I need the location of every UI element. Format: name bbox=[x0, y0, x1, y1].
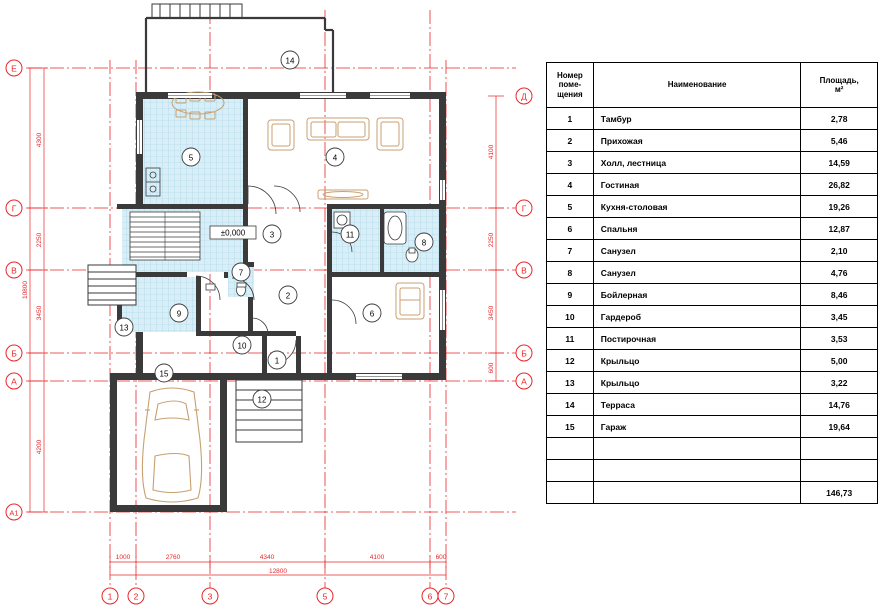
svg-text:10: 10 bbox=[237, 341, 247, 351]
cell-room-name: Гостиная bbox=[593, 174, 801, 196]
room-marker-11 bbox=[341, 225, 359, 243]
room-marker-3 bbox=[263, 225, 281, 243]
header-room-number bbox=[547, 63, 594, 108]
table-header-row bbox=[547, 63, 878, 108]
header-room-name: Наименование bbox=[593, 63, 801, 108]
header-room-area-l1: Площадь, bbox=[819, 75, 859, 85]
cell-room-name: Прихожая bbox=[593, 130, 801, 152]
cell-room-area: 26,82 bbox=[801, 174, 878, 196]
svg-text:±0,000: ±0,000 bbox=[220, 228, 246, 238]
svg-text:7: 7 bbox=[443, 591, 449, 602]
svg-text:6: 6 bbox=[427, 591, 433, 602]
cell-room-name: Гардероб bbox=[593, 306, 801, 328]
room-marker-13 bbox=[115, 318, 133, 336]
svg-text:9: 9 bbox=[176, 309, 182, 319]
svg-text:5: 5 bbox=[322, 591, 328, 602]
table-row bbox=[547, 416, 878, 438]
room-marker-12 bbox=[253, 390, 271, 408]
cell-room-name: Бойлерная bbox=[593, 284, 801, 306]
axis-bubbles-right bbox=[516, 88, 532, 389]
cell-empty bbox=[547, 460, 594, 482]
table-row bbox=[547, 108, 878, 130]
table-row bbox=[547, 284, 878, 306]
table-row bbox=[547, 174, 878, 196]
svg-text:1000: 1000 bbox=[115, 554, 131, 561]
cell-room-name: Крыльцо bbox=[593, 350, 801, 372]
cell-room-area: 3,45 bbox=[801, 306, 878, 328]
cell-room-number: 14 bbox=[547, 394, 594, 416]
svg-text:В: В bbox=[11, 265, 17, 276]
cell-room-number: 6 bbox=[547, 218, 594, 240]
room-marker-5 bbox=[182, 148, 200, 166]
cell-room-area: 3,22 bbox=[801, 372, 878, 394]
cell-room-number: 8 bbox=[547, 262, 594, 284]
room-marker-2 bbox=[279, 286, 297, 304]
table-row-empty bbox=[547, 460, 878, 482]
axis-bubbles-bottom bbox=[102, 588, 454, 604]
svg-text:13: 13 bbox=[119, 323, 129, 333]
svg-text:3: 3 bbox=[269, 230, 275, 240]
room-marker-4 bbox=[326, 148, 344, 166]
svg-text:600: 600 bbox=[435, 554, 447, 561]
table-row bbox=[547, 240, 878, 262]
svg-text:4300: 4300 bbox=[36, 132, 43, 148]
svg-text:3450: 3450 bbox=[488, 305, 495, 321]
svg-text:Г: Г bbox=[11, 203, 17, 214]
svg-text:6: 6 bbox=[369, 309, 375, 319]
svg-text:4: 4 bbox=[332, 153, 338, 163]
svg-text:11: 11 bbox=[345, 230, 355, 240]
cell-room-name: Санузел bbox=[593, 262, 801, 284]
svg-text:7: 7 bbox=[238, 268, 244, 278]
cell-room-name: Гараж bbox=[593, 416, 801, 438]
svg-text:Б: Б bbox=[521, 348, 527, 359]
cell-room-name: Санузел bbox=[593, 240, 801, 262]
cell-empty bbox=[547, 438, 594, 460]
cell-room-number: 11 bbox=[547, 328, 594, 350]
svg-text:А: А bbox=[521, 376, 527, 387]
svg-text:12: 12 bbox=[257, 395, 267, 405]
room-marker-9 bbox=[170, 304, 188, 322]
cell-room-area: 2,78 bbox=[801, 108, 878, 130]
cell-total-area: 146,73 bbox=[801, 482, 878, 504]
table-row bbox=[547, 394, 878, 416]
porch-13 bbox=[88, 265, 136, 305]
cell-room-area: 14,59 bbox=[801, 152, 878, 174]
table-row bbox=[547, 306, 878, 328]
header-room-area-l2: м² bbox=[834, 85, 844, 94]
cell-room-name: Постирочная bbox=[593, 328, 801, 350]
header-room-number-l2: поме- bbox=[558, 80, 582, 90]
cell-room-area: 2,10 bbox=[801, 240, 878, 262]
svg-text:3: 3 bbox=[207, 591, 213, 602]
cell-room-number: 4 bbox=[547, 174, 594, 196]
svg-text:600: 600 bbox=[488, 362, 495, 374]
svg-text:А1: А1 bbox=[9, 508, 19, 518]
cell-room-area: 8,46 bbox=[801, 284, 878, 306]
svg-text:В: В bbox=[521, 265, 527, 276]
svg-text:1: 1 bbox=[107, 591, 113, 602]
dimension-text-left bbox=[22, 132, 43, 454]
svg-text:Б: Б bbox=[11, 348, 17, 359]
svg-text:12800: 12800 bbox=[268, 568, 288, 575]
furniture-bedroom bbox=[396, 283, 424, 319]
svg-text:А: А bbox=[11, 376, 17, 387]
cell-room-number: 5 bbox=[547, 196, 594, 218]
cell-empty bbox=[801, 460, 878, 482]
svg-text:2250: 2250 bbox=[36, 232, 43, 248]
svg-text:4200: 4200 bbox=[36, 439, 43, 455]
room-marker-14 bbox=[281, 51, 299, 69]
header-room-number-l3: щения bbox=[557, 89, 583, 99]
room-marker-1 bbox=[268, 351, 286, 369]
table-row bbox=[547, 218, 878, 240]
header-room-area bbox=[801, 63, 878, 108]
cell-room-number: 10 bbox=[547, 306, 594, 328]
dimension-text-right bbox=[488, 144, 495, 373]
cell-room-area: 4,76 bbox=[801, 262, 878, 284]
cell-empty bbox=[593, 460, 801, 482]
svg-text:14: 14 bbox=[285, 56, 295, 66]
table-row bbox=[547, 262, 878, 284]
terrace-structure bbox=[152, 4, 242, 18]
cell-room-name: Холл, лестница bbox=[593, 152, 801, 174]
car-symbol bbox=[142, 388, 201, 502]
table-row bbox=[547, 350, 878, 372]
cell-room-number: 15 bbox=[547, 416, 594, 438]
staircase bbox=[130, 212, 200, 260]
porch-12 bbox=[236, 380, 302, 442]
cell-room-number: 2 bbox=[547, 130, 594, 152]
cell-room-area: 12,87 bbox=[801, 218, 878, 240]
axis-bubbles-left bbox=[6, 60, 22, 520]
table-row bbox=[547, 130, 878, 152]
terrace-outline bbox=[146, 18, 333, 96]
cell-room-area: 5,00 bbox=[801, 350, 878, 372]
svg-text:15: 15 bbox=[159, 369, 169, 379]
svg-text:4100: 4100 bbox=[488, 144, 495, 160]
table-row-empty bbox=[547, 438, 878, 460]
cell-room-name: Спальня bbox=[593, 218, 801, 240]
svg-text:Г: Г bbox=[521, 203, 527, 214]
svg-text:5: 5 bbox=[188, 153, 194, 163]
cell-room-area: 19,64 bbox=[801, 416, 878, 438]
table-row-total bbox=[547, 482, 878, 504]
cell-total-spacer-number bbox=[547, 482, 594, 504]
cell-room-number: 1 bbox=[547, 108, 594, 130]
svg-text:2: 2 bbox=[133, 591, 139, 602]
room-schedule-table bbox=[546, 62, 878, 504]
cell-total-spacer-name bbox=[593, 482, 801, 504]
room-marker-6 bbox=[363, 304, 381, 322]
cell-room-name: Тамбур bbox=[593, 108, 801, 130]
table-row bbox=[547, 328, 878, 350]
svg-text:3450: 3450 bbox=[36, 305, 43, 321]
cell-room-number: 12 bbox=[547, 350, 594, 372]
svg-text:10800: 10800 bbox=[22, 280, 29, 300]
room-marker-15 bbox=[155, 364, 173, 382]
header-room-number-l1: Номер bbox=[556, 71, 583, 81]
table-row bbox=[547, 196, 878, 218]
room-marker-7 bbox=[232, 263, 250, 281]
cell-room-number: 7 bbox=[547, 240, 594, 262]
cell-empty bbox=[801, 438, 878, 460]
level-marker bbox=[210, 226, 256, 239]
svg-text:1: 1 bbox=[274, 356, 280, 366]
room-marker-10 bbox=[233, 336, 251, 354]
cell-room-name: Терраса bbox=[593, 394, 801, 416]
svg-text:E: E bbox=[11, 63, 17, 74]
cell-room-number: 13 bbox=[547, 372, 594, 394]
cell-room-area: 14,76 bbox=[801, 394, 878, 416]
cell-room-name: Кухня-столовая bbox=[593, 196, 801, 218]
dimension-text-bottom bbox=[116, 554, 447, 575]
cell-room-area: 5,46 bbox=[801, 130, 878, 152]
table-row bbox=[547, 152, 878, 174]
svg-text:4340: 4340 bbox=[259, 554, 275, 561]
cell-room-area: 19,26 bbox=[801, 196, 878, 218]
room-marker-8 bbox=[415, 233, 433, 251]
svg-text:2250: 2250 bbox=[488, 232, 495, 248]
cell-room-area: 3,53 bbox=[801, 328, 878, 350]
svg-text:8: 8 bbox=[421, 238, 427, 248]
cell-room-number: 9 bbox=[547, 284, 594, 306]
cell-room-number: 3 bbox=[547, 152, 594, 174]
svg-text:Д: Д bbox=[521, 91, 527, 102]
table-row bbox=[547, 372, 878, 394]
svg-text:2760: 2760 bbox=[165, 554, 181, 561]
svg-text:2: 2 bbox=[285, 291, 291, 301]
svg-text:4100: 4100 bbox=[369, 554, 385, 561]
cell-empty bbox=[593, 438, 801, 460]
cell-room-name: Крыльцо bbox=[593, 372, 801, 394]
table-body bbox=[547, 108, 878, 504]
